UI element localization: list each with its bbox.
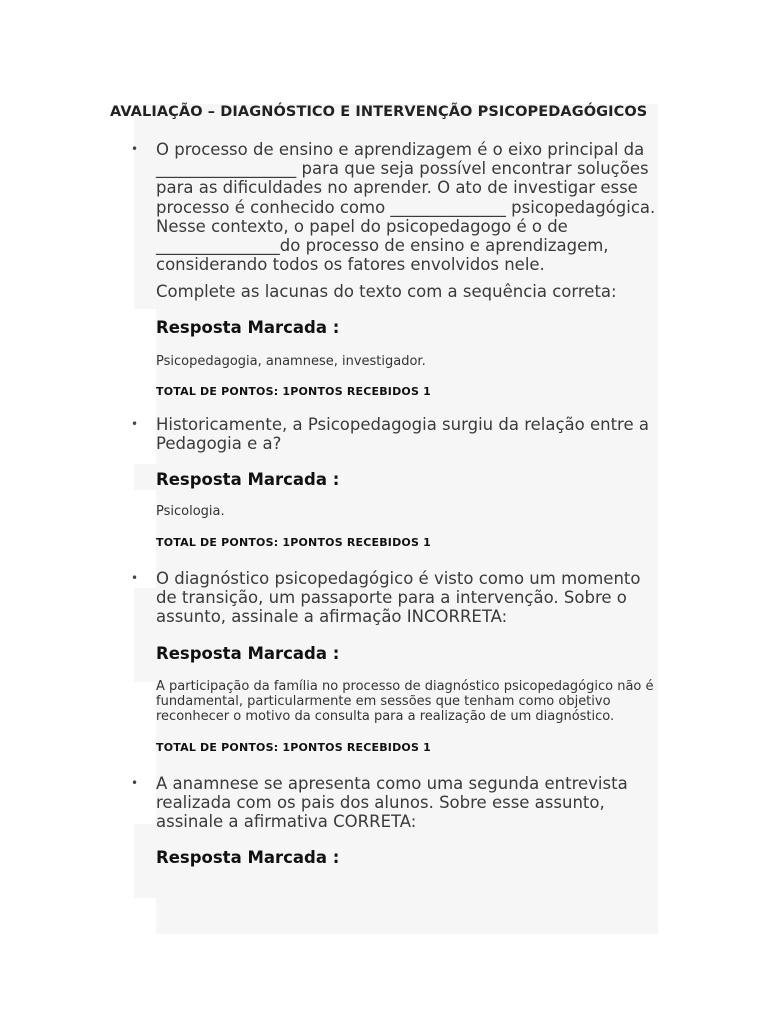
total-points: TOTAL DE PONTOS: 1 (156, 384, 291, 398)
answer-text: A participação da família no processo de diagnóstico psicopedagógico não é fundamental, particularmente em sessões que tenham como objetivo reconhecer o motivo da consulta para a realização de um diagnóstico. (156, 678, 654, 724)
document-body (110, 104, 658, 868)
received-points: PONTOS RECEBIDOS 1 (290, 536, 431, 550)
answer-text: Psicologia. (156, 504, 225, 520)
total-points: TOTAL DE PONTOS: 1 (156, 536, 291, 550)
question-item (110, 569, 658, 754)
bullet-icon: • (131, 571, 139, 586)
score-line (156, 741, 658, 754)
score-line (156, 536, 658, 549)
document-title: AVALIAÇÃO – DIAGNÓSTICO E INTERVENÇÃO PSICOPEDAGÓGICOS (110, 104, 648, 120)
question-text: A anamnese se apresenta como uma segunda entrevista realizada com os pais dos alunos. Sobre esse assunto, assinale a afirmativa CORRETA: (156, 773, 628, 832)
panel-gap (134, 898, 156, 938)
question-instruction: Complete as lacunas do texto com a sequência correta: (156, 282, 617, 302)
bullet-icon: • (131, 416, 139, 431)
answer-label: Resposta Marcada : (156, 470, 340, 490)
answer-label: Resposta Marcada : (156, 317, 340, 337)
question-item (110, 415, 658, 549)
received-points: PONTOS RECEBIDOS 1 (290, 740, 431, 754)
question-item (110, 140, 658, 398)
received-points: PONTOS RECEBIDOS 1 (290, 384, 431, 398)
answer-label: Resposta Marcada : (156, 643, 340, 663)
question-text: Historicamente, a Psicopedagogia surgiu da relação entre a Pedagogia e a? (156, 414, 649, 453)
total-points: TOTAL DE PONTOS: 1 (156, 740, 291, 754)
score-line (156, 385, 658, 398)
question-list (110, 140, 658, 868)
question-item (110, 774, 658, 869)
answer-text: Psicopedagogia, anamnese, investigador. (156, 353, 426, 369)
bullet-icon: • (131, 142, 139, 156)
question-text: O processo de ensino e aprendizagem é o eixo principal da _________________ para que seja possível encontrar soluções para as dificuldades no aprender. O ato de investigar esse processo é conhecido como ______________ psicopedagógica. Nesse contexto, o papel do psicopedagogo é o de _______________do processo de ensino e aprendizagem, considerando todos os fatores envolvidos nele. (156, 140, 656, 275)
question-text: O diagnóstico psicopedagógico é visto como um momento de transição, um passaporte para a intervenção. Sobre o assunto, assinale a afirmação INCORRETA: (156, 569, 641, 627)
bullet-icon: • (131, 775, 139, 790)
answer-label: Resposta Marcada : (156, 848, 340, 868)
